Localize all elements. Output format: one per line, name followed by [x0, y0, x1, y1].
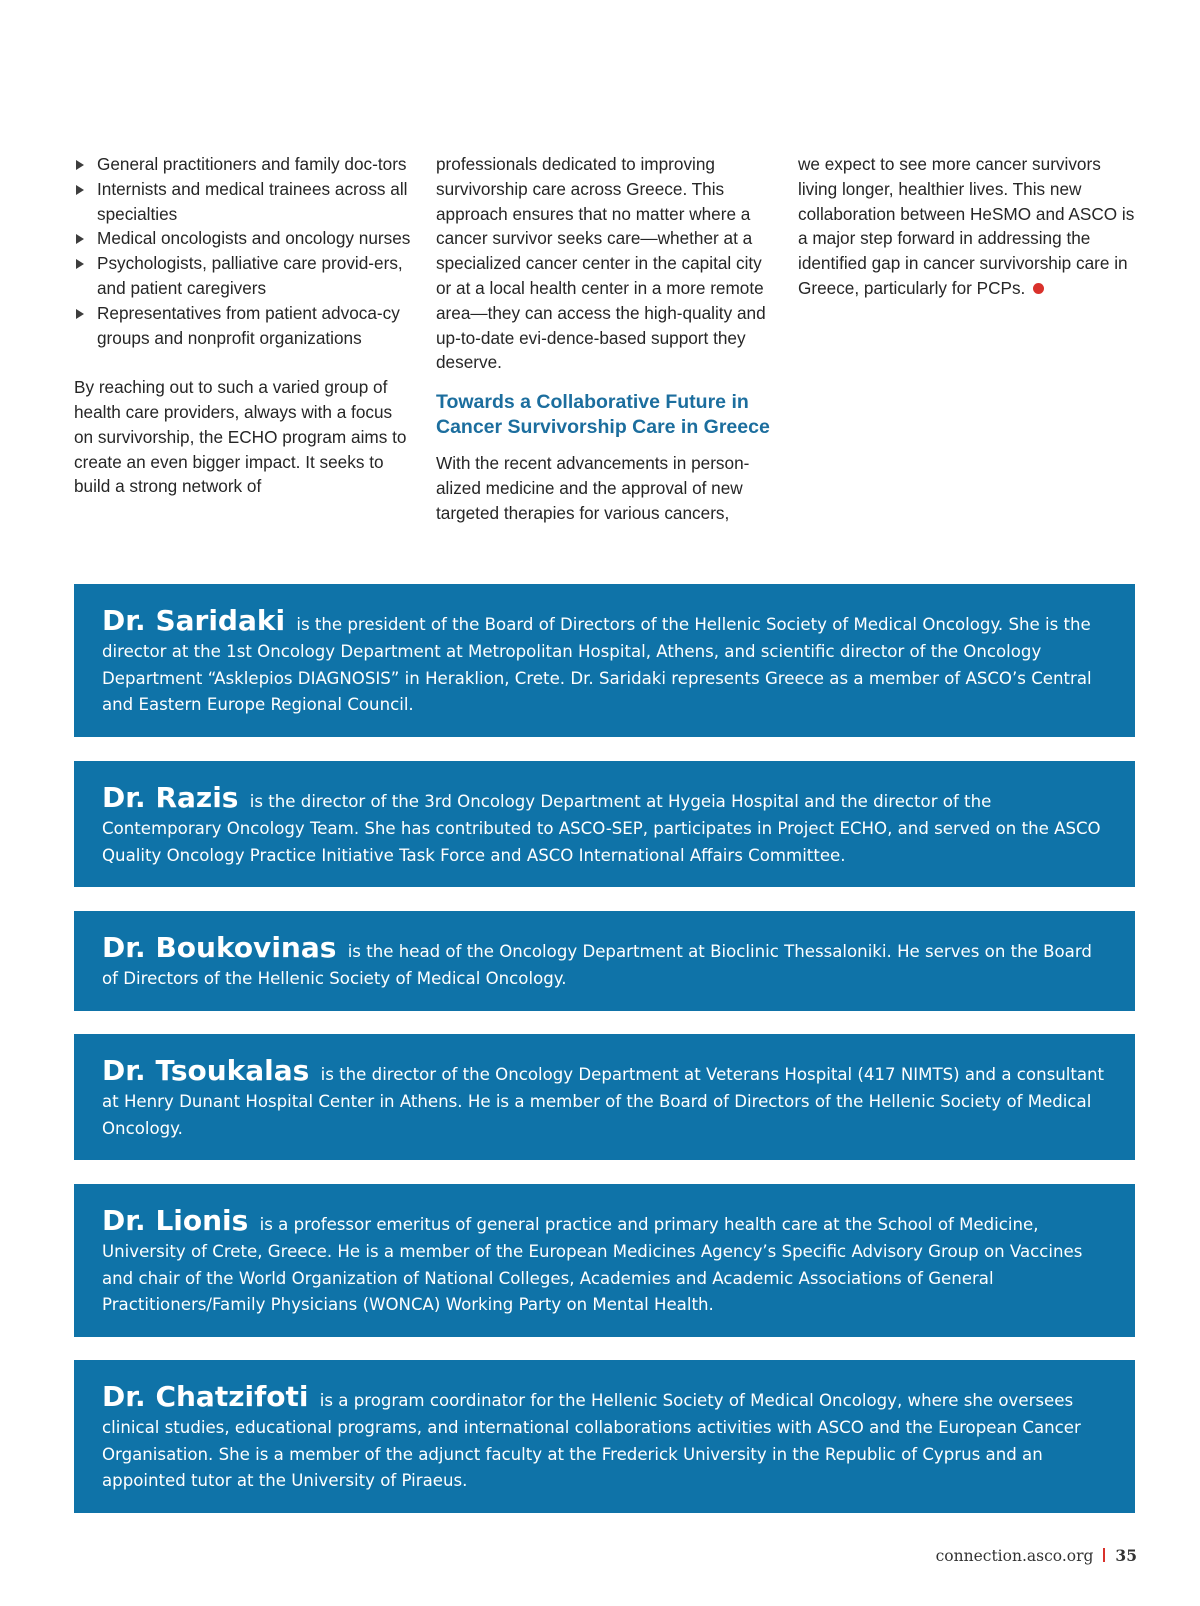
body-paragraph: With the recent advancements in person-alized medicine and the approval of new targeted therapies for various cancers, — [436, 453, 750, 523]
bio-text: is a program coordinator for the Hellenic Society of Medical Oncology, where she oversees clinical studies, educational programs, and international collaborations activities with ASCO and the European Cancer Organisation. She is a member of the adjunct faculty at the Frederick University in the Republic of Cyprus and an appointed tutor at the University of Piraeus. — [102, 1391, 1081, 1491]
page-footer — [936, 1546, 1137, 1565]
bio-box-tsoukalas — [74, 1034, 1135, 1160]
bio-box-lionis — [74, 1184, 1135, 1337]
bio-text: is the director of the Oncology Department at Veterans Hospital (417 NIMTS) and a consultant at Henry Dunant Hospital Center in Athens. He is a member of the Board of Directors of the Hellenic Society of Medical Oncology. — [102, 1065, 1105, 1138]
bio-box-chatzifoti — [74, 1360, 1135, 1513]
bio-box-razis — [74, 761, 1135, 887]
list-item: Internists and medical trainees across all specialties — [74, 177, 414, 227]
bio-name: Dr. Tsoukalas — [102, 1054, 310, 1087]
list-item: General practitioners and family doc-tors — [74, 152, 414, 177]
list-item: Medical oncologists and oncology nurses — [74, 226, 414, 251]
column-1 — [74, 152, 414, 499]
bio-text: is the head of the Oncology Department at Bioclinic Thessaloniki. He serves on the Board of Directors of the Hellenic Society of Medical Oncology. — [102, 942, 1092, 988]
end-mark-icon — [1033, 283, 1044, 294]
bio-name: Dr. Chatzifoti — [102, 1380, 309, 1413]
bio-name: Dr. Saridaki — [102, 604, 286, 637]
bio-text: is the president of the Board of Directors of the Hellenic Society of Medical Oncology. She is the director at the 1st Oncology Department at Metropolitan Hospital, Athens, and scientific director of the Oncology Department “Asklepios DIAGNOSIS” in Heraklion, Crete. Dr. Saridaki represents Greece as a member of ASCO’s Central and Eastern Europe Regional Council. — [102, 615, 1092, 715]
bio-name: Dr. Boukovinas — [102, 931, 337, 964]
bio-text: is the director of the 3rd Oncology Department at Hygeia Hospital and the director of the Contemporary Oncology Team. She has contributed to ASCO-SEP, participates in Project ECHO, and served on the ASCO Quality Oncology Practice Initiative Task Force and ASCO International Affairs Committee. — [102, 792, 1101, 865]
bio-name: Dr. Razis — [102, 781, 239, 814]
body-paragraph — [798, 152, 1143, 301]
bio-text: is a professor emeritus of general practice and primary health care at the School of Medicine, University of Crete, Greece. He is a member of the European Medicines Agency’s Specific Advisory Group on Vaccines and chair of the World Organization of National Colleges, Academies and Academic Associations of General Practitioners/Family Physicians (WONCA) Working Party on Mental Health. — [102, 1215, 1083, 1315]
footer-divider — [1103, 1548, 1105, 1562]
page-number: 35 — [1115, 1546, 1137, 1565]
body-paragraph: By reaching out to such a varied group of health care providers, always with a focus on survivorship, the ECHO program aims to create an even bigger impact. It seeks to build a strong network of — [74, 377, 407, 497]
bio-box-boukovinas — [74, 911, 1135, 1011]
list-item: Psychologists, palliative care provid-ers, and patient caregivers — [74, 251, 414, 301]
footer-site-link[interactable]: connection.asco.org — [935, 1547, 1094, 1565]
list-item: Representatives from patient advoca-cy groups and nonprofit organizations — [74, 301, 414, 351]
bio-box-saridaki — [74, 584, 1135, 737]
closing-text: we expect to see more cancer survivors living longer, healthier lives. This new collaboration between HeSMO and ASCO is a major step forward in addressing the identified gap in cancer survivorship care in Greece, particularly for PCPs. — [798, 154, 1135, 298]
audience-list — [74, 152, 414, 350]
body-paragraph: professionals dedicated to improving survivorship care across Greece. This approach ensures that no matter where a cancer survivor seeks care—whether at a specialized cancer center in the capital city or at a local health center in a more remote area—they can access the high-quality and up-to-date evi-dence-based support they deserve. — [436, 154, 766, 373]
column-2 — [436, 152, 781, 526]
column-3 — [798, 152, 1143, 301]
section-heading: Towards a Collaborative Future in Cancer Survivorship Care in Greece — [436, 391, 770, 439]
bio-name: Dr. Lionis — [102, 1204, 249, 1237]
